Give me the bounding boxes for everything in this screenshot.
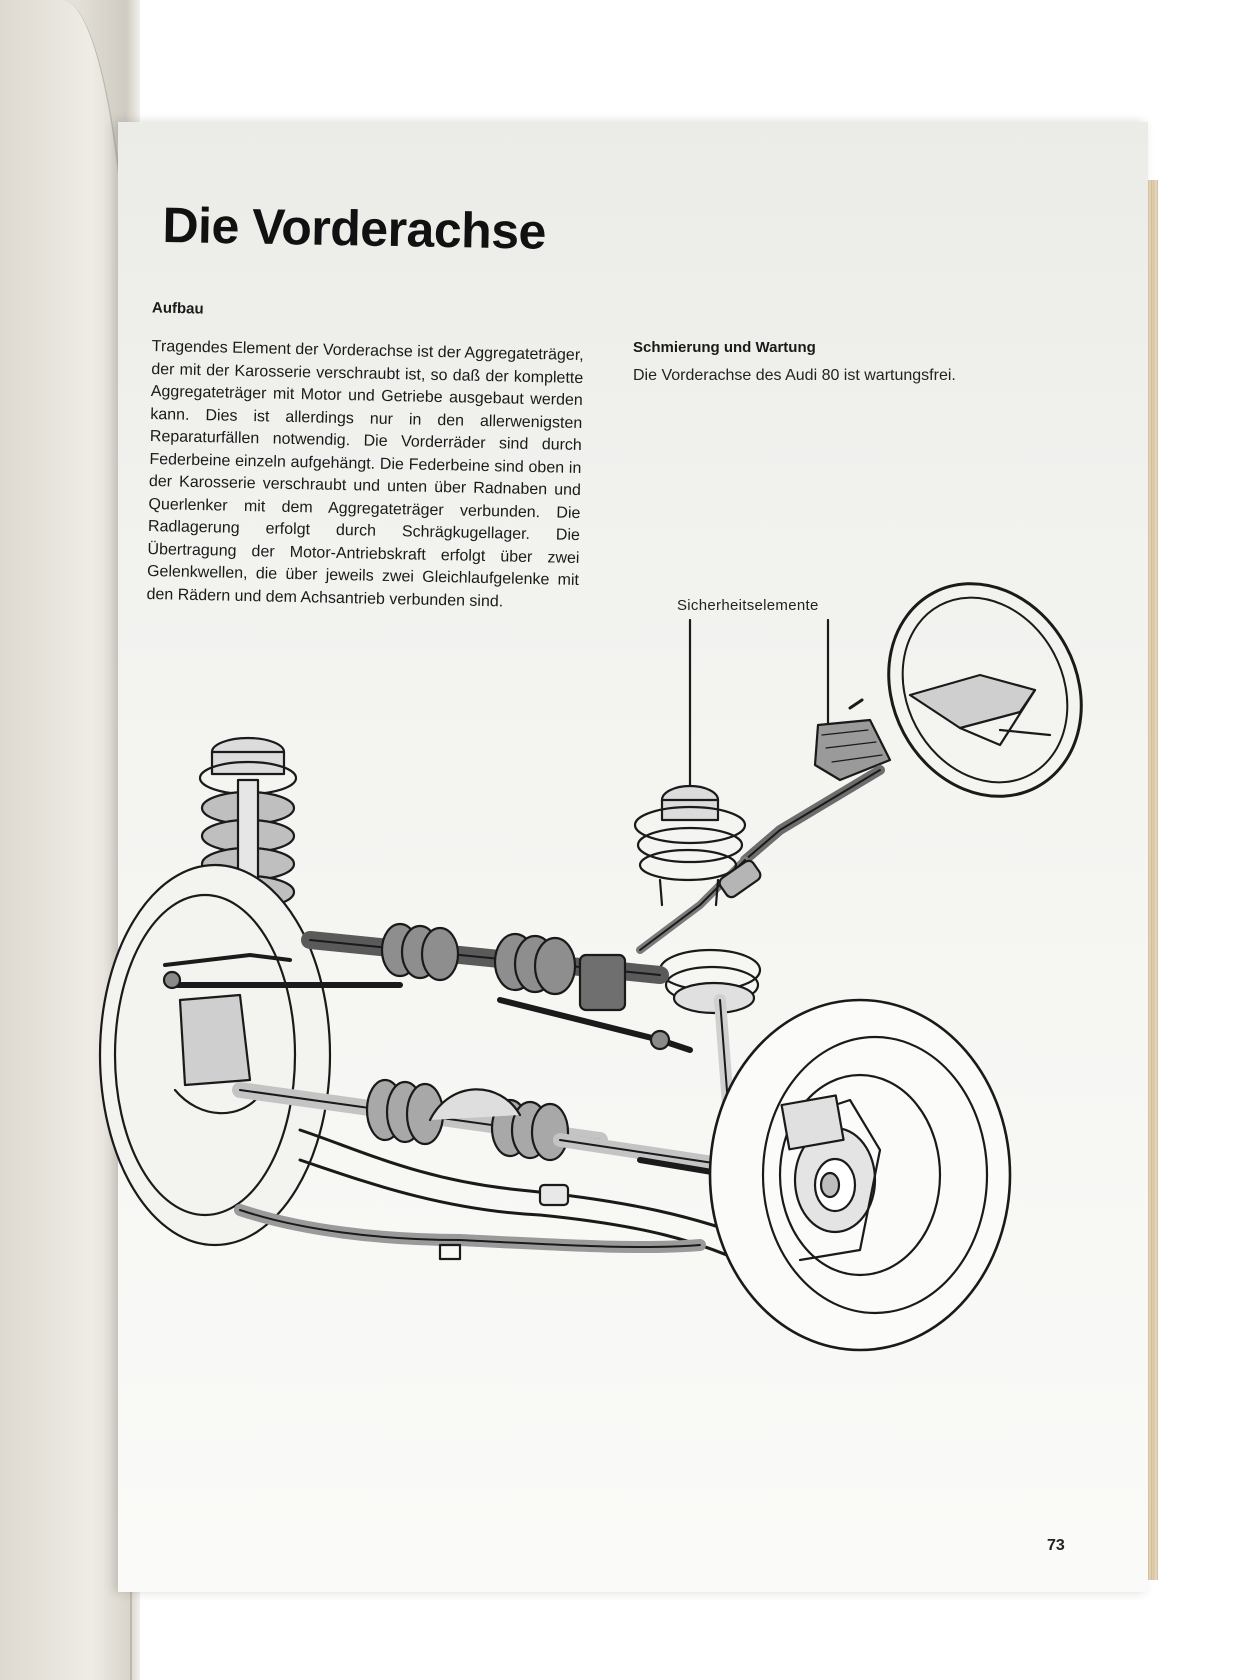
section-body-wartung: Die Vorderachse des Audi 80 ist wartungsfrei. (633, 367, 956, 384)
section-body-aufbau: Tragendes Element der Vorderachse ist der Aggregateträger, der mit der Karosserie verschraubt ist, so daß der komplette Aggregateträger mit Motor und Getriebe ausgebaut werden kann. Dies ist allerdings nur in den allerwenigsten Reparaturfällen notwendig. Die Vorderräder sind durch Federbeine einzeln aufgehängt. Die Federbeine sind oben in der Karosserie verschraubt und unten über Radnaben und Querlenker mit dem Aggregateträger verbunden. Die Radlagerung erfolgt durch Schrägkugellager. Die Übertragung der Motor-Antriebskraft erfolgt über zwei Gelenkwellen, die über jeweils zwei Gleichlaufgelenke mit den Rädern und dem Achsantrieb verbunden sind. (146, 337, 584, 610)
section-heading-wartung: Schmierung und Wartung (633, 339, 816, 356)
page-number: 73 (1047, 1537, 1065, 1554)
section-heading-aufbau: Aufbau (151, 299, 204, 318)
diagram-label-safety: Sicherheitselemente (677, 597, 819, 614)
page-title: Die Vorderachse (162, 196, 547, 260)
